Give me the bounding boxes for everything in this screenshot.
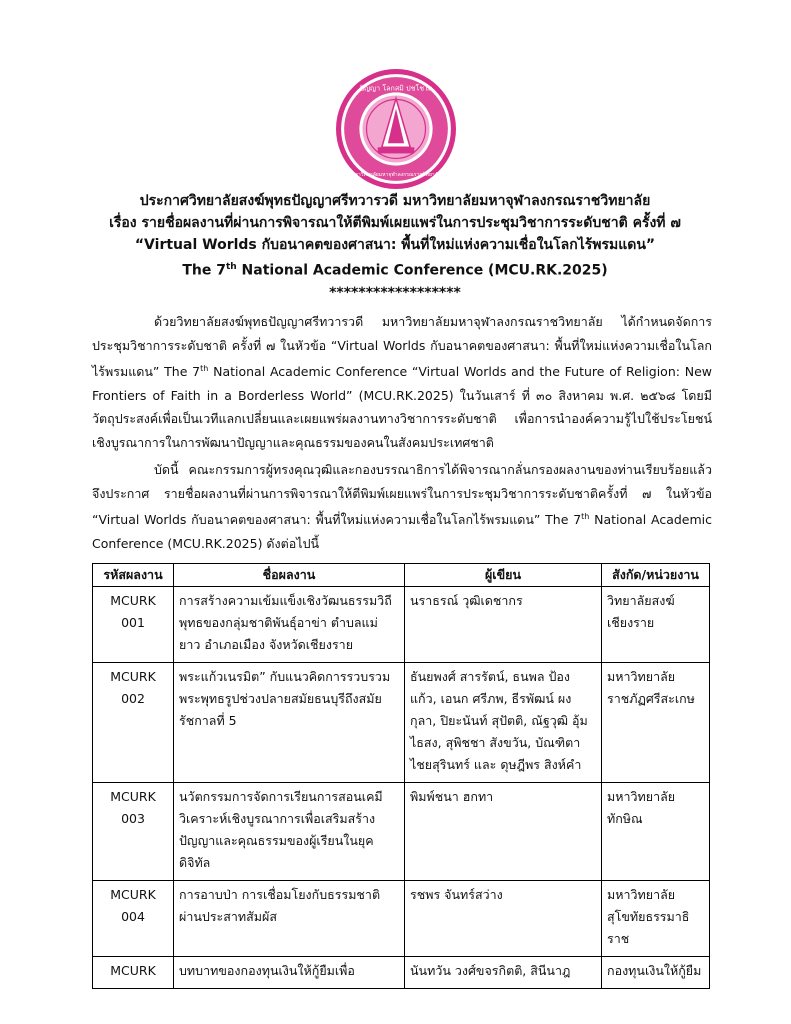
header-affiliation: สังกัด/หน่วยงาน: [602, 564, 710, 587]
seal-text-top: ปัญญา โลกสมิ ปชโชโต: [359, 83, 433, 93]
row-affiliation: วิทยาลัยสงฆ์เชียงราย: [602, 587, 710, 663]
row-author: ธันยพงศ์ สารรัตน์, ธนพล ป้องแก้ว, เอนก ศรีภพ, ธีรพัฒน์ ผงกุลา, ปิยะนันท์ สุปัตติ, ณัฐวุฒิ อุ้มไธสง, สุพิชชา สังขวัน, บัณฑิตา ไชยสุรินทร์ และ ดุษฎีพร สิงห์คำ: [405, 663, 602, 783]
heading-line-3: “Virtual Worlds กับอนาคตของศาสนา: พื้นที่ใหม่แห่งความเชื่อในโลกไร้พรมแดน”: [134, 237, 656, 253]
heading-line-2: เรื่อง รายชื่อผลงานที่ผ่านการพิจารณาให้ตีพิมพ์เผยแพร่ในการประชุมวิชาการระดับชาติ ครั้งที่ ๗: [109, 215, 681, 231]
announcement-heading: [60, 190, 730, 304]
row-code-a: MCURK: [110, 887, 156, 902]
body-paragraph-1-a: ด้วยวิทยาลัยสงฆ์พุทธปัญญาศรีทวารวดี มหาวิทยาลัยมหาจุฬาลงกรณราชวิทยาลัย ได้กำหนดจัดการประชุมวิชาการระดับชาติ ครั้งที่ ๗ ในหัวข้อ “Virtual Worlds กับอนาคตของศาสนา: พื้นที่ใหม่แห่งความเชื่อในโลกไร้พรมแดน” The 7: [92, 314, 712, 380]
heading-line-1: ประกาศวิทยาลัยสงฆ์พุทธปัญญาศรีทวารวดี มหาวิทยาลัยมหาจุฬาลงกรณราชวิทยาลัย: [139, 193, 651, 209]
row-code-a: MCURK: [110, 593, 156, 608]
seal-text-bottom: มหาวิทยาลัยมหาจุฬาลงกรณราชวิทยาลัย: [351, 171, 441, 178]
table-row: [93, 957, 710, 989]
row-code: [93, 957, 174, 989]
table-row: [93, 663, 710, 783]
heading-line-4-sup: th: [225, 262, 237, 272]
row-code: [93, 587, 174, 663]
row-code-a: MCURK: [110, 789, 156, 804]
row-code-b: 001: [121, 615, 145, 630]
row-author: นันทวัน วงศ์ขจรกิตติ, สินีนาฎ: [405, 957, 602, 989]
heading-line-4: [60, 256, 730, 282]
row-code-b: 002: [121, 691, 145, 706]
row-code-b: 003: [121, 811, 145, 826]
row-code-b: 004: [121, 909, 145, 924]
body-paragraph-1-sup: th: [200, 364, 209, 373]
body-paragraph-1: [92, 310, 712, 454]
row-affiliation: กองทุนเงินให้กู้ยืม: [602, 957, 710, 989]
header-author: ผู้เขียน: [405, 564, 602, 587]
table-row: [93, 587, 710, 663]
row-code: [93, 663, 174, 783]
university-seal-icon: [335, 68, 457, 190]
body-paragraph-2-b: National Academic Conference (MCU.RK.2025) ดังต่อไปนี้: [92, 512, 713, 551]
row-title: การสร้างความเข้มแข็งเชิงวัฒนธรรมวิถีพุทธของกลุ่มชาติพันธุ์อาข่า ตำบลแม่ยาว อำเภอเมือง จังหวัดเชียงราย: [174, 587, 405, 663]
row-code-a: MCURK: [110, 963, 156, 978]
table-header-row: [93, 564, 710, 587]
row-code-a: MCURK: [110, 669, 156, 684]
row-title: การอาบป่า การเชื่อมโยงกับธรรมชาติผ่านประสาทสัมผัส: [174, 881, 405, 957]
row-author: รชพร จันทร์สว่าง: [405, 881, 602, 957]
body-paragraph-2-sup: th: [581, 512, 590, 522]
header-code: รหัสผลงาน: [93, 564, 174, 587]
body-paragraph-2: [92, 458, 712, 555]
row-affiliation: มหาวิทยาลัยราชภัฏศรีสะเกษ: [602, 663, 710, 783]
heading-line-4-pre: The 7: [182, 262, 226, 279]
announcement-body: [92, 310, 712, 559]
body-paragraph-2-a: บัดนี้ คณะกรรมการผู้ทรงคุณวุฒิและกองบรรณาธิการได้พิจารณากลั่นกรองผลงานของท่านเรียบร้อยแล้ว จึงประกาศ รายชื่อผลงานที่ผ่านการพิจารณาให้ตีพิมพ์เผยแพร่ในการประชุมวิชาการระดับชาติครั้งที่ ๗ ในหัวข้อ “Virtual Worlds กับอนาคตของศาสนา: พื้นที่ใหม่แห่งความเชื่อในโลกไร้พรมแดน” The 7: [92, 462, 712, 528]
header-title: ชื่อผลงาน: [174, 564, 405, 587]
row-title: บทบาทของกองทุนเงินให้กู้ยืมเพื่อ: [174, 957, 405, 989]
body-paragraph-1-b: National Academic Conference “Virtual Worlds and the Future of Religion: New Frontiers of Faith in a Borderless World” (MCU.RK.2025) ในวันเสาร์ ที่ ๓๐ สิงหาคม พ.ศ. ๒๕๖๘ โดยมีวัตถุประสงค์เพื่อเป็นเวทีแลกเปลี่ยนและเผยแพร่ผลงานทางวิชาการระดับชาติ เพื่อการนำองค์ความรู้ไปใช้ประโยชน์เชิงบูรณาการในการพัฒนาปัญญาและคุณธรรมของคนในสังคมประเทศชาติ: [92, 364, 712, 450]
heading-line-4-post: National Academic Conference (MCU.RK.2025): [236, 262, 608, 279]
row-author: พิมพ์ชนา ฮกทา: [405, 783, 602, 881]
row-author: นราธรณ์ วุฒิเดชากร: [405, 587, 602, 663]
heading-stars: ******************: [329, 284, 461, 301]
table-row: [93, 881, 710, 957]
row-affiliation: มหาวิทยาลัยสุโขทัยธรรมาธิราช: [602, 881, 710, 957]
table-row: [93, 783, 710, 881]
row-code: [93, 881, 174, 957]
row-affiliation: มหาวิทยาลัยทักษิณ: [602, 783, 710, 881]
row-title: นวัตกรรมการจัดการเรียนการสอนเคมีวิเคราะห์เชิงบูรณาการเพื่อเสริมสร้างปัญญาและคุณธรรมของผู้เรียนในยุคดิจิทัล: [174, 783, 405, 881]
row-title: พระแก้วเนรมิต” กับแนวคิดการรวบรวมพระพุทธรูปช่วงปลายสมัยธนบุรีถึงสมัยรัชกาลที่ 5: [174, 663, 405, 783]
row-code: [93, 783, 174, 881]
works-table: [92, 563, 710, 989]
